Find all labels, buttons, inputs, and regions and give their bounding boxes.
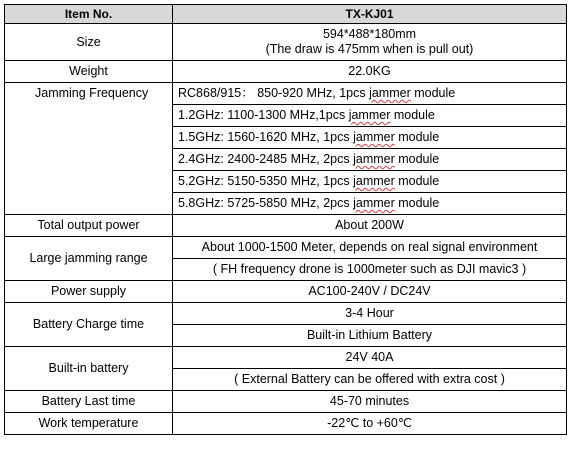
last-value: 45-70 minutes xyxy=(173,391,567,413)
jamming-label: Jamming Frequency xyxy=(5,83,173,215)
builtin-spec: 24V 40A xyxy=(173,347,567,369)
header-item-no: Item No. xyxy=(5,5,173,24)
row-temp xyxy=(5,413,567,435)
spec-table xyxy=(4,4,567,435)
band-word: jammer xyxy=(353,130,395,144)
row-size xyxy=(5,24,567,61)
temp-label: Work temperature xyxy=(5,413,173,435)
builtin-label: Built-in battery xyxy=(5,347,173,391)
band-text: 5.8GHz: 5725-5850 MHz, 2pcs xyxy=(178,196,354,210)
output-value: About 200W xyxy=(173,215,567,237)
band-rest: module xyxy=(394,196,440,210)
jamming-band xyxy=(173,105,567,127)
jamming-band xyxy=(173,127,567,149)
range-distance: About 1000-1500 Meter, depends on real signal environment xyxy=(173,237,567,259)
jamming-band xyxy=(173,171,567,193)
header-row xyxy=(5,5,567,24)
charge-time: 3-4 Hour xyxy=(173,303,567,325)
row-power xyxy=(5,281,567,303)
band-text: RC868/915： 850-920 MHz, 1pcs xyxy=(178,86,370,100)
row-last xyxy=(5,391,567,413)
builtin-note: ( External Battery can be offered with extra cost ) xyxy=(173,369,567,391)
jamming-band xyxy=(173,149,567,171)
band-text: 1.5GHz: 1560-1620 MHz, 1pcs xyxy=(178,130,354,144)
size-dimensions: 594*488*180mm xyxy=(322,27,417,41)
size-label: Size xyxy=(5,24,173,61)
jamming-band xyxy=(173,83,567,105)
range-note: ( FH frequency drone is 1000meter such as DJI mavic3 ) xyxy=(173,259,567,281)
row-jamming-0 xyxy=(5,83,567,105)
temp-value: -22℃ to +60℃ xyxy=(173,413,567,435)
last-label: Battery Last time xyxy=(5,391,173,413)
band-text: 1.2GHz: 1100-1300 MHz,1pcs xyxy=(178,108,349,122)
weight-label: Weight xyxy=(5,61,173,83)
band-rest: module xyxy=(394,130,440,144)
jamming-band xyxy=(173,193,567,215)
header-model: TX-KJ01 xyxy=(173,5,567,24)
band-word: jammer xyxy=(353,174,395,188)
band-word: jammer xyxy=(353,196,395,210)
band-text: 2.4GHz: 2400-2485 MHz, 2pcs xyxy=(178,152,354,166)
charge-label: Battery Charge time xyxy=(5,303,173,347)
power-value: AC100-240V / DC24V xyxy=(173,281,567,303)
row-range-1 xyxy=(5,237,567,259)
band-rest: module xyxy=(394,152,440,166)
charge-battery-type: Built-in Lithium Battery xyxy=(173,325,567,347)
weight-value: 22.0KG xyxy=(173,61,567,83)
output-label: Total output power xyxy=(5,215,173,237)
band-rest: module xyxy=(390,108,435,122)
size-note: (The draw is 475mm when is pull out) xyxy=(265,42,474,56)
band-rest: module xyxy=(410,86,456,100)
range-label: Large jamming range xyxy=(5,237,173,281)
band-text: 5.2GHz: 5150-5350 MHz, 1pcs xyxy=(178,174,354,188)
band-rest: module xyxy=(394,174,440,188)
row-builtin-1 xyxy=(5,347,567,369)
power-label: Power supply xyxy=(5,281,173,303)
row-charge-1 xyxy=(5,303,567,325)
row-weight xyxy=(5,61,567,83)
band-word: jammer xyxy=(348,108,391,122)
band-word: jammer xyxy=(353,152,395,166)
size-value xyxy=(173,24,567,61)
band-word: jammer xyxy=(369,86,411,100)
row-output xyxy=(5,215,567,237)
